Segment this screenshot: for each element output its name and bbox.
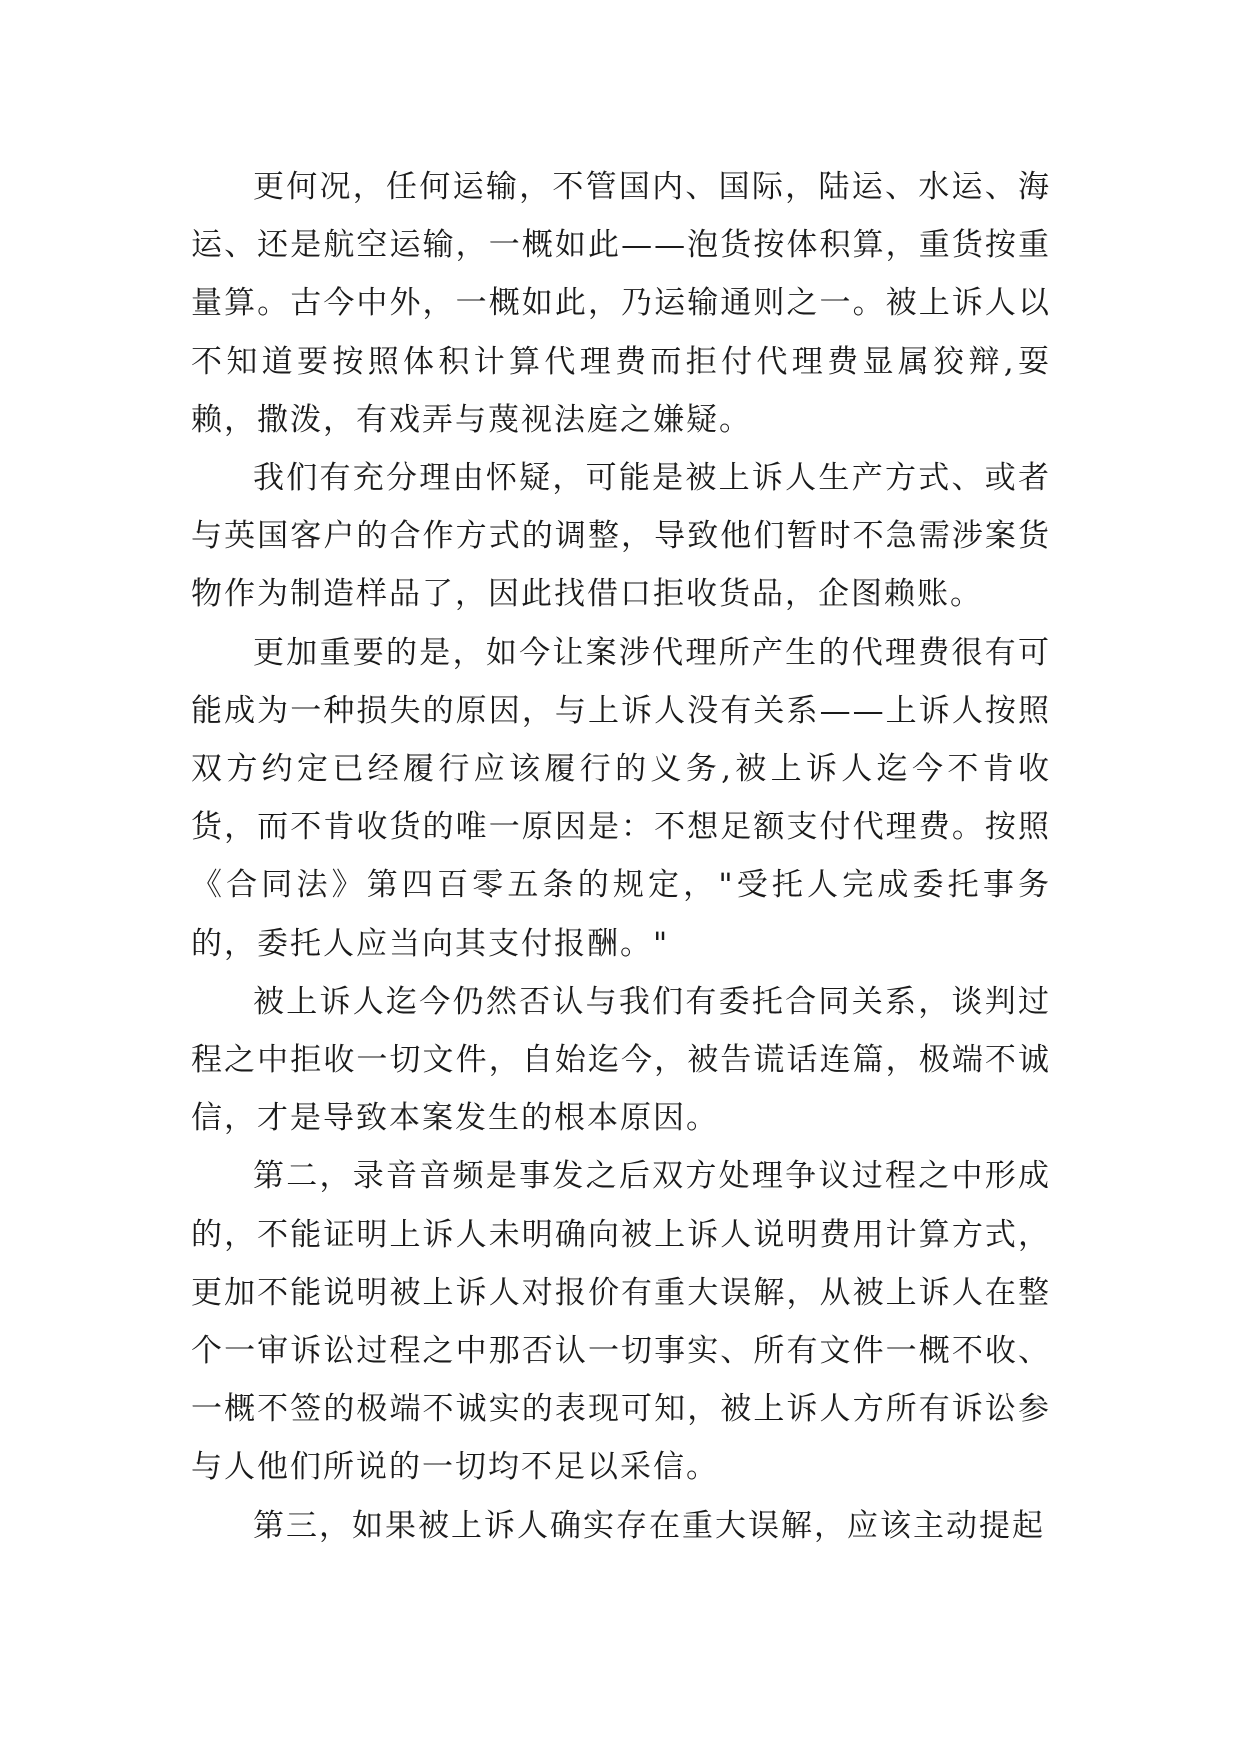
paragraph-3: 更加重要的是，如今让案涉代理所产生的代理费很有可能成为一种损失的原因，与上诉人没有关系——上诉人按照双方约定已经履行应该履行的义务,被上诉人迄今不肯收货，而不肯收货的唯一原因是：不想足额支付代理费。按照《合同法》第四百零五条的规定，"受托人完成委托事务的，委托人应当向其支付报酬。"	[191, 634, 1051, 962]
paragraph-2: 我们有充分理由怀疑，可能是被上诉人生产方式、或者与英国客户的合作方式的调整，导致他们暂时不急需涉案货物作为制造样品了，因此找借口拒收货品，企图赖账。	[191, 460, 1051, 613]
paragraph-6: 第三，如果被上诉人确实存在重大误解，应该主动提起	[253, 1507, 1045, 1544]
paragraph-4: 被上诉人迄今仍然否认与我们有委托合同关系，谈判过程之中拒收一切文件，自始迄今，被告谎话连篇，极端不诚信，才是导致本案发生的根本原因。	[191, 983, 1051, 1137]
document-body	[191, 158, 1051, 1555]
paragraph-5: 第二，录音音频是事发之后双方处理争议过程之中形成的，不能证明上诉人未明确向被上诉人说明费用计算方式，更加不能说明被上诉人对报价有重大误解，从被上诉人在整个一审诉讼过程之中那否认一切事实、所有文件一概不收、一概不签的极端不诚实的表现可知，被上诉人方所有诉讼参与人他们所说的一切均不足以采信。	[191, 1158, 1051, 1486]
paragraph-1: 更何况，任何运输，不管国内、国际，陆运、水运、海运、还是航空运输，一概如此——泡货按体积算，重货按重量算。古今中外，一概如此，乃运输通则之一。被上诉人以不知道要按照体积计算代理费而拒付代理费显属狡辩,耍赖，撒泼，有戏弄与蔑视法庭之嫌疑。	[191, 169, 1051, 438]
